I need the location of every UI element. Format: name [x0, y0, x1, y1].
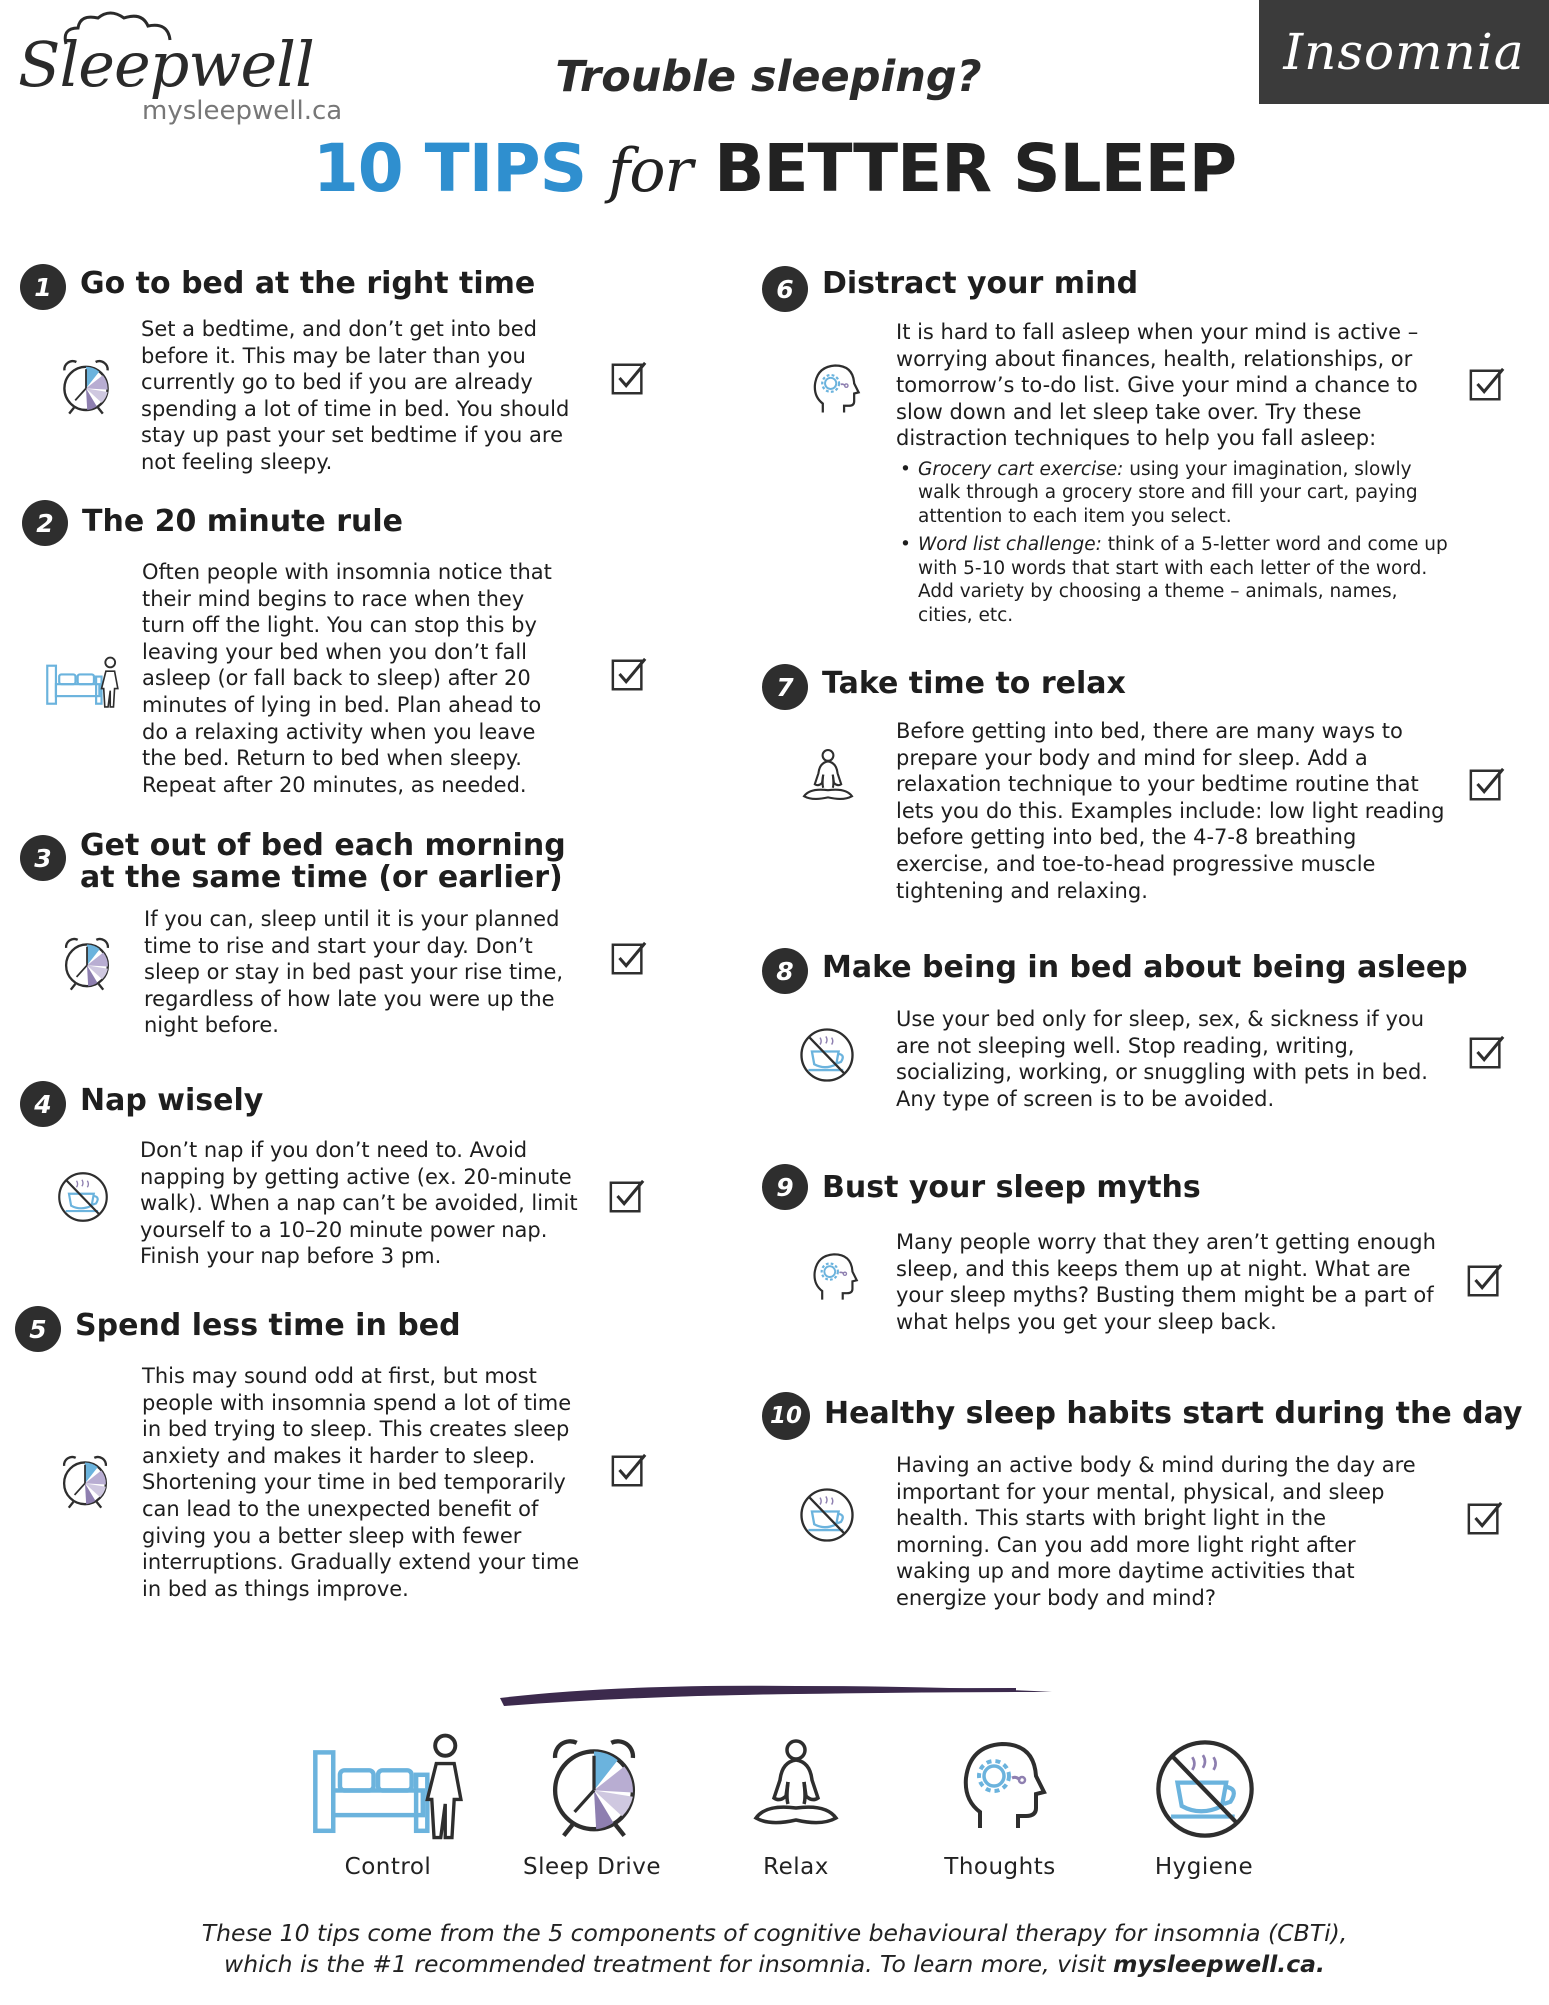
tip-body — [896, 319, 1456, 632]
tip-body: Often people with insomnia notice that their mind begins to race when they turn off the light. You can stop this by leaving your bed when you don’t fall asleep (or fall back to sleep) after 20 minutes of lying in bed. Plan ahead to do a relaxing activity when you leave the bed. Return to bed when sleepy. Repeat after 20 minutes, as needed. — [142, 560, 552, 797]
tip-4 — [20, 1081, 720, 1127]
checkbox-checked[interactable] — [610, 656, 648, 694]
meditation-icon — [798, 746, 858, 808]
checkbox-checked[interactable] — [608, 1178, 646, 1216]
bullet-lead: Word list challenge: — [918, 534, 1102, 556]
tip-number: 5 — [15, 1306, 61, 1352]
topic-tab-label: Insomnia — [1283, 23, 1525, 81]
checkbox-checked[interactable] — [610, 940, 648, 978]
tip-1 — [20, 264, 720, 310]
tip-title: Make being in bed about being asleep — [822, 950, 1468, 985]
tip-title: Healthy sleep habits start during the day — [824, 1396, 1523, 1431]
footnote-link[interactable]: mysleepwell.ca. — [1112, 1950, 1325, 1978]
tip-body: This may sound odd at first, but most people with insomnia spend a lot of time in bed trying to sleep. This creates sleep anxiety and makes it harder to sleep. Shortening your time in bed temporarily can lead to the unexpected benefit of giving you a better sleep with fewer interruptions. Gradually extend your time in bed as things improve. — [142, 1364, 580, 1601]
bed-person-icon — [44, 654, 120, 710]
alarm-clock-icon — [56, 1452, 114, 1510]
checkbox-checked[interactable] — [1466, 1500, 1504, 1538]
checkbox-checked[interactable] — [610, 360, 648, 398]
tip-number: 4 — [20, 1081, 66, 1127]
no-coffee-icon — [798, 1026, 856, 1084]
tip-body: Use your bed only for sleep, sex, & sickness if you are not sleeping well. Stop reading, writing, socializing, working, or snuggling with pets in bed. Any type of screen is to be avoided. — [896, 1007, 1428, 1111]
tip-2 — [22, 500, 722, 546]
tip-number: 6 — [762, 266, 808, 312]
tip-body: Many people worry that they aren’t getting enough sleep, and this keeps them up at night. What are your sleep myths? Busting them might be a part of what helps you get your sleep back. — [896, 1230, 1436, 1334]
list-item — [896, 533, 1456, 627]
meditation-icon — [746, 1730, 846, 1842]
head-gear-icon — [806, 1246, 860, 1308]
title-part-2: for — [608, 136, 693, 206]
tip-body-text: It is hard to fall asleep when your mind is active – worrying about finances, health, relationships, or tomorrow’s to-do list. Give your mind a chance to slow down and let sleep take over. Try these distraction techniques to help you fall asleep: — [896, 320, 1419, 451]
component-label-hygiene: Hygiene — [1154, 1854, 1254, 1880]
tip-number: 9 — [762, 1164, 808, 1210]
tip-body: Don’t nap if you don’t need to. Avoid napping by getting active (ex. 20-minute walk). When a nap can’t be avoided, limit yourself to a 10–20 minute power nap. Finish your nap before 3 pm. — [140, 1138, 578, 1269]
page-subtitle-text: Trouble sleeping? — [555, 52, 982, 102]
component-label-control: Control — [344, 1854, 432, 1880]
tip-title: Bust your sleep myths — [822, 1170, 1201, 1205]
tip-body: Set a bedtime, and don’t get into bed before it. This may be later than you currently go to bed if you are already spending a lot of time in bed. You should stay up past your set bedtime if you are not feeling sleepy. — [141, 317, 570, 474]
tip-5 — [15, 1306, 715, 1352]
tip-title: Take time to relax — [822, 666, 1126, 701]
tip-7 — [762, 664, 1522, 710]
head-gear-icon — [806, 358, 862, 420]
component-label-thoughts: Thoughts — [944, 1854, 1056, 1880]
tip-number: 7 — [762, 664, 808, 710]
tip-title: Go to bed at the right time — [80, 266, 536, 301]
tip-body: Having an active body & mind during the day are important for your mental, physical, and sleep health. This starts with bright light in the morning. Can you add more light right after waking up and more daytime activities that energize your body and mind? — [896, 1453, 1416, 1610]
tip-body: Before getting into bed, there are many ways to prepare your body and mind for sleep. Add a relaxation technique to your bedtime routine that lets you do this. Examples include: low light reading before getting into bed, the 4-7-8 breathing exercise, and toe-to-head progressive muscle tightening and relaxing. — [896, 719, 1445, 903]
title-part-3: BETTER SLEEP — [714, 130, 1237, 207]
no-coffee-icon — [1152, 1736, 1258, 1842]
footnote-text: which is the #1 recommended treatment for insomnia. To learn more, visit — [224, 1950, 1113, 1978]
footnote-line-1: These 10 tips come from the 5 components of cognitive behavioural therapy for insomnia (CBTi), — [201, 1919, 1348, 1947]
tip-title: Nap wisely — [80, 1083, 264, 1118]
tip-number: 8 — [762, 948, 808, 994]
page-subtitle — [0, 52, 1549, 102]
tip-title: Spend less time in bed — [75, 1308, 461, 1343]
bullet-text: think of a 5-letter word and come up with 5-10 words that start with each letter of the word. Add variety by choosing a theme – animals, names, cities, etc. — [918, 534, 1448, 626]
title-part-1: 10 TIPS — [312, 130, 587, 207]
list-item — [896, 458, 1456, 529]
brand-url: mysleepwell.ca — [142, 96, 343, 126]
no-coffee-icon — [56, 1170, 110, 1224]
tip-title: Distract your mind — [822, 266, 1139, 301]
brand-name: Sleepwell — [18, 28, 314, 101]
checkbox-checked[interactable] — [1466, 1262, 1504, 1300]
checkbox-checked[interactable] — [610, 1452, 648, 1490]
brush-divider — [496, 1680, 1056, 1710]
footnote — [0, 1918, 1549, 1980]
tip-body: If you can, sleep until it is your planned time to rise and start your day. Don’t sleep or stay in bed past your rise time, regardless of how late you were up the night before. — [144, 907, 564, 1038]
bed-person-icon — [306, 1730, 468, 1842]
tip-9 — [762, 1164, 1522, 1210]
checkbox-checked[interactable] — [1468, 1034, 1506, 1072]
alarm-clock-icon — [540, 1730, 648, 1842]
tip-number: 2 — [22, 500, 68, 546]
checkbox-checked[interactable] — [1468, 766, 1506, 804]
tip-6 — [762, 264, 1522, 312]
no-coffee-icon — [798, 1486, 856, 1544]
tip-number: 10 — [762, 1392, 810, 1440]
component-label-sleep-drive: Sleep Drive — [522, 1854, 662, 1880]
alarm-clock-icon — [56, 356, 116, 416]
tip-number: 3 — [20, 835, 66, 881]
tip-number: 1 — [20, 264, 66, 310]
checkbox-checked[interactable] — [1468, 366, 1506, 404]
tip-title: The 20 minute rule — [82, 504, 403, 539]
technique-list — [896, 458, 1456, 628]
page-title — [0, 130, 1549, 207]
footnote-line-2 — [0, 1949, 1549, 1980]
bullet-text: using your imagination, slowly walk through a grocery store and fill your cart, paying attention to each item you select. — [918, 458, 1418, 527]
tip-8 — [762, 948, 1522, 994]
tip-3 — [20, 830, 580, 893]
tip-title: Get out of bed each morning at the same time (or earlier) — [80, 828, 566, 895]
component-label-relax: Relax — [763, 1854, 829, 1880]
alarm-clock-icon — [58, 934, 116, 992]
head-gear-icon — [950, 1730, 1050, 1842]
tip-10 — [762, 1392, 1542, 1440]
bullet-lead: Grocery cart exercise: — [918, 458, 1124, 480]
